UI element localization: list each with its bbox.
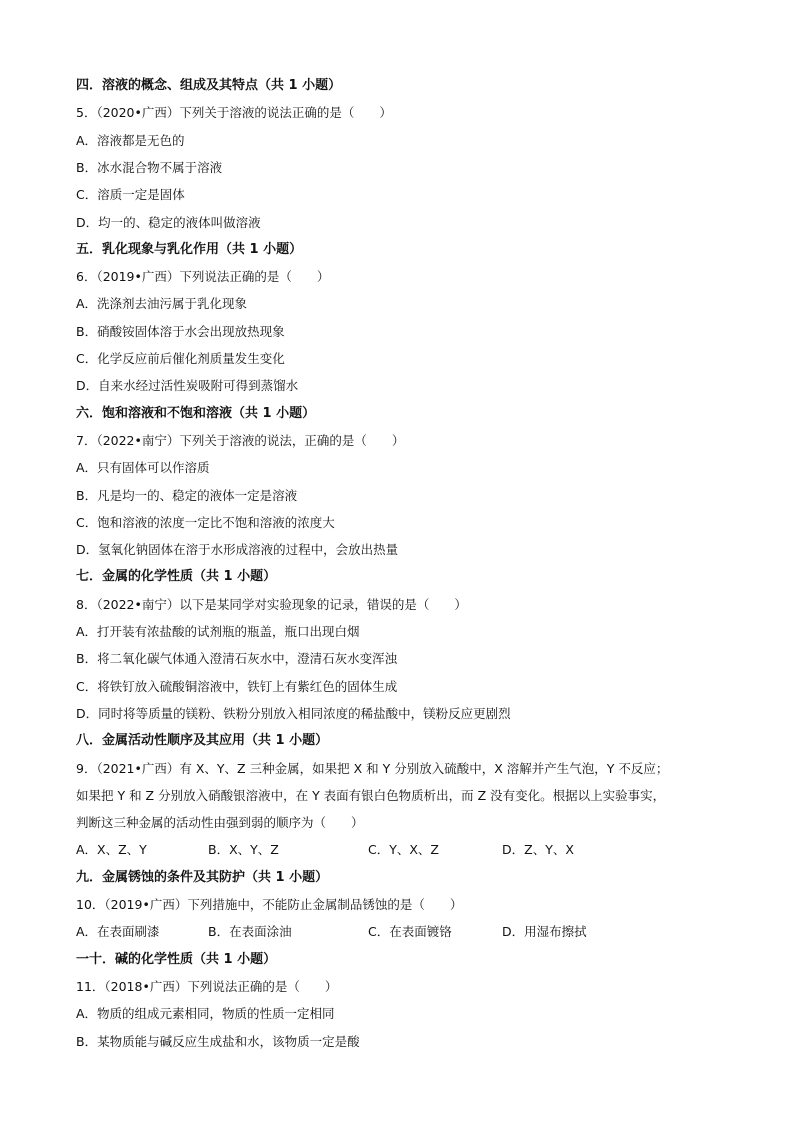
section-heading: 八．金属活动性顺序及其应用（共 1 小题） xyxy=(76,733,329,749)
option-choice: B．冰水混合物不属于溶液 xyxy=(76,159,223,175)
section-heading: 六．饱和溶液和不饱和溶液（共 1 小题） xyxy=(76,405,316,421)
option-choice: C．将铁钉放入硫酸铜溶液中，铁钉上有紫红色的固体生成 xyxy=(76,678,398,694)
question-stem: 5．（2020•广西）下列关于溶液的说法正确的是（ ） xyxy=(76,105,392,121)
option-choice: C．Y、X、Z xyxy=(368,842,439,858)
question-stem: 10．（2019•广西）下列措施中，不能防止金属制品锈蚀的是（ ） xyxy=(76,897,463,912)
option-choice: D．氢氧化钠固体在溶于水形成溶液的过程中，会放出热量 xyxy=(76,542,399,558)
section-heading: 五．乳化现象与乳化作用（共 1 小题） xyxy=(76,241,303,257)
section-heading: 九．金属锈蚀的条件及其防护（共 1 小题） xyxy=(76,869,329,885)
section-heading: 四．溶液的概念、组成及其特点（共 1 小题） xyxy=(76,78,342,93)
option-choice: D．Z、Y、X xyxy=(502,842,574,858)
question-stem: 8．（2022•南宁）以下是某同学对实验现象的记录，错误的是（ ） xyxy=(76,596,467,612)
option-choice: A．洗涤剂去油污属于乳化现象 xyxy=(76,296,248,312)
option-choice: B．某物质能与碱反应生成盐和水，该物质一定是酸 xyxy=(76,1033,360,1049)
option-choice: C．在表面镀铬 xyxy=(368,924,452,940)
question-stem: 9．（2021•广西）有 X、Y、Z 三种金属，如果把 X 和 Y 分别放入硫酸中，X 溶解并产生气泡，Y 不反应； xyxy=(76,760,669,776)
question-stem: 判断这三种金属的活动性由强到弱的顺序为（ ） xyxy=(76,815,364,831)
question-stem: 6．（2019•广西）下列说法正确的是（ ） xyxy=(76,269,330,285)
option-choice: B．在表面涂油 xyxy=(208,924,292,940)
option-choice: A．X、Z、Y xyxy=(76,842,147,858)
section-heading: 七．金属的化学性质（共 1 小题） xyxy=(76,569,277,585)
option-choice: C．化学反应前后催化剂质量发生变化 xyxy=(76,351,285,366)
option-choice: C．饱和溶液的浓度一定比不饱和溶液的浓度大 xyxy=(76,514,335,530)
option-choice: A．物质的组成元素相同，物质的性质一定相同 xyxy=(76,1006,335,1022)
option-choice: D．用湿布擦拭 xyxy=(502,924,587,940)
option-choice: C．溶质一定是固体 xyxy=(76,187,185,203)
question-stem: 如果把 Y 和 Z 分别放入硝酸银溶液中，在 Y 表面有银白色物质析出，而 Z 没有变化。根据以上实验事实， xyxy=(76,787,666,803)
option-choice: A．溶液都是无色的 xyxy=(76,132,185,148)
option-choice: B．X、Y、Z xyxy=(208,842,279,858)
option-choice: B．硝酸铵固体溶于水会出现放热现象 xyxy=(76,323,285,339)
option-choice: A．只有固体可以作溶质 xyxy=(76,460,210,476)
option-choice: A．打开装有浓盐酸的试剂瓶的瓶盖，瓶口出现白烟 xyxy=(76,624,360,639)
option-choice: A．在表面刷漆 xyxy=(76,924,160,940)
option-choice: D．同时将等质量的镁粉、铁粉分别放入相同浓度的稀盐酸中，镁粉反应更剧烈 xyxy=(76,705,511,721)
option-choice: D．均一的、稳定的液体叫做溶液 xyxy=(76,214,261,230)
question-stem: 7．（2022•南宁）下列关于溶液的说法，正确的是（ ） xyxy=(76,432,405,448)
option-choice: B．将二氧化碳气体通入澄清石灰水中，澄清石灰水变浑浊 xyxy=(76,651,398,667)
section-heading: 一十．碱的化学性质（共 1 小题） xyxy=(76,951,277,967)
question-stem: 11．（2018•广西）下列说法正确的是（ ） xyxy=(76,978,338,994)
option-choice: B．凡是均一的、稳定的液体一定是溶液 xyxy=(76,487,298,503)
option-choice: D．自来水经过活性炭吸附可得到蒸馏水 xyxy=(76,378,299,394)
